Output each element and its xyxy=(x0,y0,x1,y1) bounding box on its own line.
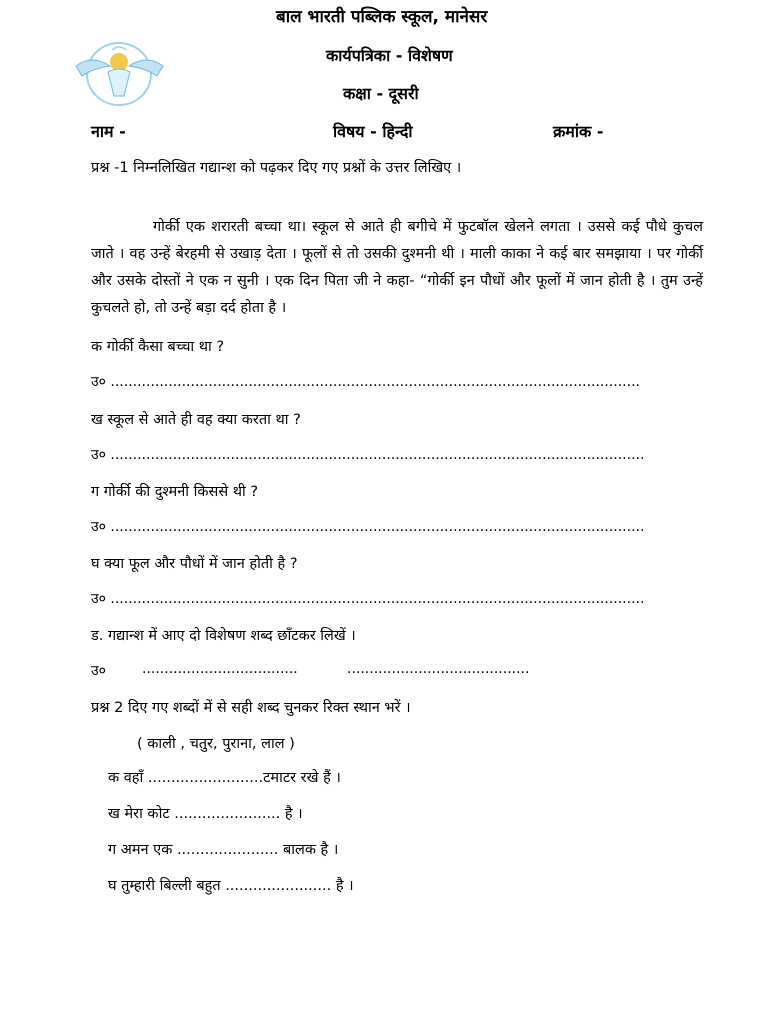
question-1b: ख स्कूल से आते ही वह क्या करता था ? xyxy=(91,412,301,428)
subject-label: विषय - हिन्दी xyxy=(333,122,413,141)
fill-blank-d[interactable]: घ तुम्हारी बिल्ली बहुत ....................... है । xyxy=(108,878,354,894)
answer-line-1e-second[interactable]: ......................................... xyxy=(347,661,530,677)
roll-number-label: क्रमांक - xyxy=(553,122,604,141)
answer-line-1c[interactable]: उ० ........................................................................................................................ xyxy=(91,519,645,535)
worksheet-title: कार्यपत्रिका - विशेषण xyxy=(326,46,453,65)
class-label: कक्षा - दूसरी xyxy=(343,84,419,103)
question-1a: क गोर्की कैसा बच्चा था ? xyxy=(91,339,225,355)
answer-line-1b[interactable]: उ० ........................................................................................................................ xyxy=(91,447,645,463)
school-logo-icon xyxy=(72,36,167,108)
question-1-title: प्रश्न -1 निम्नलिखित गद्यान्श को पढ़कर दिए गए प्रश्नों के उत्तर लिखिए । xyxy=(91,160,462,176)
question-1d: घ क्या फूल और पौधों में जान होती है ? xyxy=(91,556,298,572)
name-label: नाम - xyxy=(91,122,126,141)
answer-label-1e: उ० xyxy=(91,663,106,679)
fill-blank-b[interactable]: ख मेरा कोट ....................... है । xyxy=(108,806,303,822)
fill-blank-c[interactable]: ग अमन एक ...................... बालक है । xyxy=(108,842,339,858)
word-options: ( काली , चतुर, पुराना, लाल ) xyxy=(137,736,295,752)
answer-line-1a[interactable]: उ० ....................................................................................................................... xyxy=(91,374,640,390)
question-1c: ग गोर्की की दुश्मनी किससे थी ? xyxy=(91,484,259,500)
question-2-title: प्रश्न 2 दिए गए शब्दों में से सही शब्द चुनकर रिक्त स्थान भरें । xyxy=(91,700,411,716)
fill-blank-a[interactable]: क वहाँ .........................टमाटर रखे हैं । xyxy=(108,770,341,786)
answer-line-1e-first[interactable]: ................................... xyxy=(142,661,298,677)
passage-text: गोर्की एक शरारती बच्चा था। स्कूल से आते ही बगीचे में फुटबॉल खेलने लगता । उससे कई पौधे कुचल जाते । वह उन्हें बेरहमी से उखाड़ देता । फूलों से तो उसकी दुश्मनी थी । माली काका ने कई बार समझाया । पर गोर्की और उसके दोस्तों ने एक न सुनी । एक दिन पिता जी ने कहा- “गोर्की इन पौधों और फूलों में जान होती है । तुम उन्हें कुचलते हो, तो उन्हें बड़ा दर्द होता है । xyxy=(91,219,703,316)
school-name: बाल भारती पब्लिक स्कूल, मानेसर xyxy=(276,7,488,27)
answer-line-1d[interactable]: उ० ........................................................................................................................ xyxy=(91,591,645,607)
passage xyxy=(91,214,703,322)
question-1e: ड. गद्यान्श में आए दो विशेषण शब्द छाँटकर लिखें । xyxy=(91,628,356,644)
